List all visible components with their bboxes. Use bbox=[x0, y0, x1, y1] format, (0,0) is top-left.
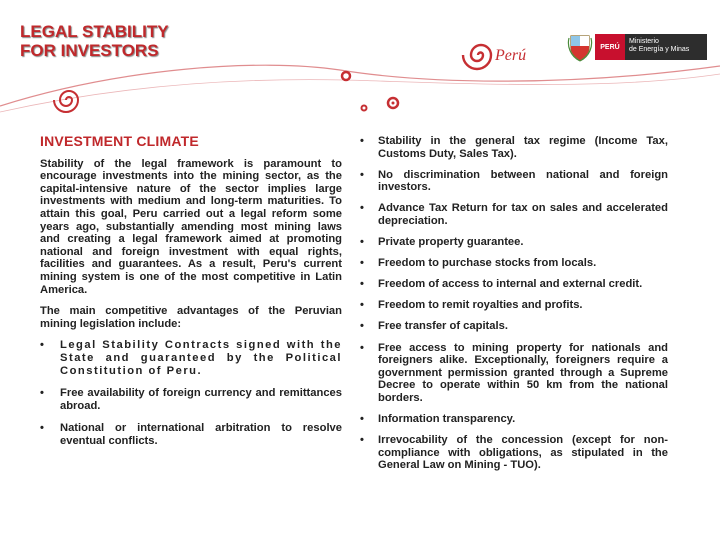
bullet-icon: • bbox=[360, 341, 364, 354]
list-item-text: Freedom to remit royalties and profits. bbox=[378, 299, 583, 312]
bullet-icon: • bbox=[360, 320, 364, 333]
ministry-line-2: de Energía y Minas bbox=[629, 46, 690, 53]
bullet-icon: • bbox=[360, 135, 364, 147]
list-item-text: Freedom to purchase stocks from locals. bbox=[378, 257, 597, 270]
title-line-2: FOR INVESTORS bbox=[20, 41, 159, 60]
list-item bbox=[360, 169, 668, 194]
list-item bbox=[360, 342, 668, 405]
left-column bbox=[40, 135, 342, 457]
right-column bbox=[360, 135, 668, 480]
intro-paragraph: Stability of the legal framework is paramount to encourage investments into the mining sector, as the capital-intensive nature of the sector implies large investments with medium and long-term maturities. To attain this goal, Peru carried out a legal reform some years ago, substantially amending most mining laws and creating a legal framework aimed at promoting national and foreign investment with equal rights, facilities and guarantees. As a result, Peru's current mining system is one of the most competitive in Latin America. bbox=[40, 157, 342, 296]
list-item-text: Free availability of foreign currency and remittances abroad. bbox=[60, 387, 342, 412]
list-item bbox=[40, 422, 342, 447]
list-item bbox=[40, 387, 342, 412]
logo-text: Perú bbox=[495, 47, 527, 64]
list-item bbox=[360, 434, 668, 472]
list-item-text: Private property guarantee. bbox=[378, 236, 524, 249]
peru-tag: PERÚ bbox=[595, 34, 625, 60]
list-item-text: Free transfer of capitals. bbox=[378, 320, 508, 333]
list-item-text: Advance Tax Return for tax on sales and accelerated depreciation. bbox=[378, 202, 668, 227]
ministry-logo bbox=[567, 32, 707, 62]
bullet-icon: • bbox=[360, 257, 364, 270]
advantages-intro: The main competitive advantages of the Peruvian mining legislation include: bbox=[40, 305, 342, 330]
list-item-text: Irrevocability of the concession (except for non-compliance with obligations, as stipulated in the General Law on Mining - TUO). bbox=[378, 434, 668, 472]
list-item bbox=[360, 202, 668, 227]
list-item-text: Freedom of access to internal and external credit. bbox=[378, 278, 643, 291]
bullet-icon: • bbox=[360, 278, 364, 291]
bullet-icon: • bbox=[360, 299, 364, 312]
list-item bbox=[360, 257, 668, 270]
list-item bbox=[360, 320, 668, 333]
bullet-icon: • bbox=[360, 434, 364, 447]
bullet-icon: • bbox=[360, 413, 364, 425]
bullet-icon: • bbox=[40, 339, 44, 352]
peru-brand-logo bbox=[455, 30, 535, 80]
list-item-text: Legal Stability Contracts signed with the State and guaranteed by the Political Constitution of Peru. bbox=[60, 339, 342, 377]
list-item-text: Stability in the general tax regime (Income Tax, Customs Duty, Sales Tax). bbox=[378, 135, 668, 160]
list-item bbox=[40, 339, 342, 377]
bullet-icon: • bbox=[40, 422, 44, 435]
bullet-icon: • bbox=[360, 236, 364, 249]
list-item-text: No discrimination between national and foreign investors. bbox=[378, 168, 668, 194]
list-item-text: National or international arbitration to resolve eventual conflicts. bbox=[60, 422, 342, 447]
coat-of-arms-icon bbox=[567, 32, 593, 62]
list-item-text: Information transparency. bbox=[378, 413, 516, 425]
ministry-tag bbox=[625, 34, 707, 60]
section-heading: INVESTMENT CLIMATE bbox=[40, 133, 199, 149]
bullet-icon: • bbox=[40, 387, 44, 400]
title-line-1: LEGAL STABILITY bbox=[20, 22, 169, 41]
bullet-icon: • bbox=[360, 168, 364, 181]
list-item bbox=[360, 278, 668, 291]
left-bullet-list bbox=[40, 339, 342, 447]
list-item bbox=[360, 236, 668, 249]
list-item bbox=[360, 135, 668, 160]
list-item bbox=[360, 413, 668, 426]
ministry-line-1: Ministerio bbox=[629, 38, 659, 45]
right-bullet-list bbox=[360, 135, 668, 472]
list-item bbox=[360, 299, 668, 312]
list-item-text: Free access to mining property for nationals and foreigners alike. Exceptionally, foreigners require a government permission granted through a Supreme Decree to operate within 50 km from the national borders. bbox=[378, 341, 668, 404]
bullet-icon: • bbox=[360, 202, 364, 215]
